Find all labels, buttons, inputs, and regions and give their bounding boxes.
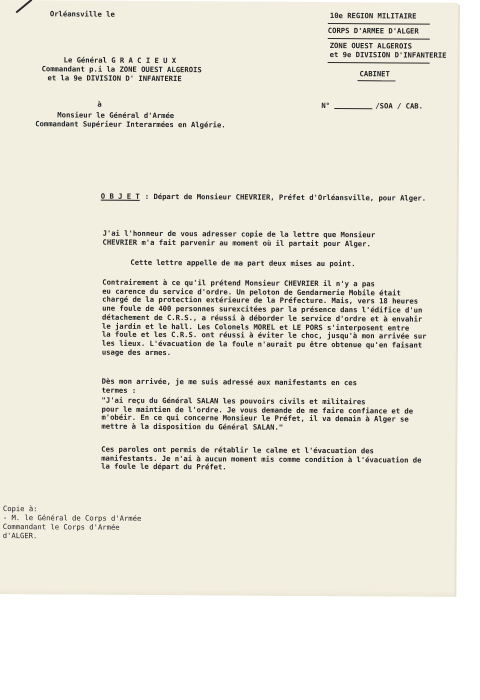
copy-label: Copie à: [2, 504, 38, 514]
fold-mark [16, 0, 33, 13]
body-paragraph-6: Ces paroles ont permis de rétablir le calme et l'évacuation des manifestants. Je n'ai à aucun moment mis comme condition à l'évacuation de la foule le départ du Préfet. [101, 444, 422, 472]
ref-prefix: N° [321, 100, 331, 111]
ref-blank [334, 108, 372, 109]
recipient-line1: Monsieur le Général d'Armée [57, 110, 175, 121]
header-corps: CORPS D'ARMEE D'ALGER [327, 26, 419, 36]
body-paragraph-3: Contrairement à ce qu'il prétend Monsieur CHEVRIER il n'y a pas eu carence du service d'ordre. Un peloton de Gendarmerie Mobile était chargé de la protection extérieure de la Préfecture. Mais, vers 18 heures une foule de 400 personnes surexcitées par la présence dans l'édifice d'un détachement de C.R.S., a réussi à déborder le service d'ordre et à envahir le jardin et le hall. Les Colonels MOREL et LE PORS s'interposent entre la foule et les C.R.S. ont réussi à éviter le choc, jusqu'à mon arrivée sur les lieux. L'évacuation de la foule n'aurait pu être obtenue qu'en faisant usage des armes. [101, 277, 427, 357]
ref-suffix: /SOA / CAB. [375, 101, 423, 111]
header-rule [328, 23, 430, 25]
objet-text: : Départ de Monsieur CHEVRIER, Préfet d'Orléansville, pour Alger. [144, 191, 427, 203]
header-division: et 9e DIVISION D'INFANTERIE [329, 50, 447, 60]
page-edge [0, 588, 454, 597]
cabinet-underline [358, 80, 396, 81]
sender-title: Commandant p.i la ZONE OUEST ALGEROIS [41, 64, 202, 75]
header-cabinet: CABINET [359, 69, 390, 79]
objet-label: O B J E T [100, 191, 140, 201]
header-region: 10e REGION MILITAIRE [329, 11, 417, 21]
body-paragraph-1: J'ai l'honneur de vous adresser copie de la lettre que Monsieur CHEVRIER m'a fait parvenir au moment où il partait pour Alger. [102, 228, 376, 248]
body-paragraph-2: Cette lettre appelle de ma part deux mises au point. [130, 257, 356, 269]
place-date: Orléansville le [49, 9, 115, 19]
body-paragraph-4: Dès mon arrivée, je me suis adressé aux manifestants en ces termes : [101, 376, 358, 395]
sender-division: et la 9e DIVISION D' INFANTERIE [47, 73, 182, 84]
header-rule [328, 62, 430, 64]
sender-name: Le Général G R A C I E U X [63, 55, 177, 66]
header-zone: ZONE OUEST ALGEROIS [329, 41, 412, 51]
copy-recipient-2: Commandant le Corps d'Armée [2, 522, 120, 532]
body-paragraph-5: "J'ai reçu du Général SALAN les pouvoirs civils et militaires pour le maintien de l'ordre. Je vous demande de me faire confiance et de m'obéir. En ce qui concerne Monsieur le Préfet, il va demain à Alger se mettre à la disposition du Général SALAN." [101, 395, 414, 432]
header-rule [328, 38, 430, 40]
recipient-a: à [97, 99, 102, 109]
copy-recipient-1: - M. le Général de Corps d'Armée [2, 513, 142, 523]
copy-recipient-3: d'ALGER. [2, 531, 38, 541]
recipient-line2: Commandant Supérieur Interarmées en Algérie. [35, 119, 226, 130]
